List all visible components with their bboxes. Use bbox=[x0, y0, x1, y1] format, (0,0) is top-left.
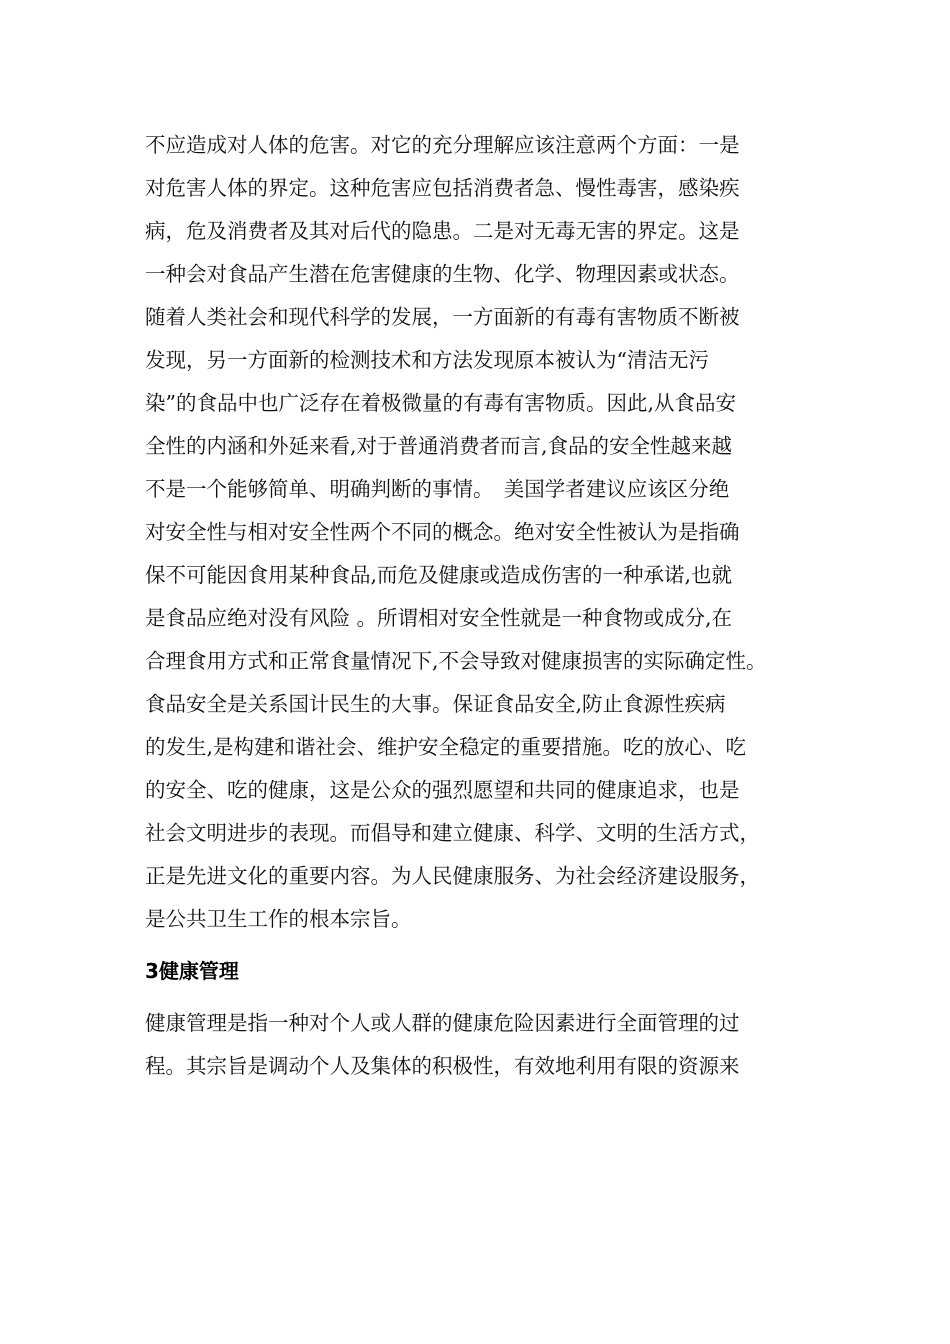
section-heading: 3健康管理 bbox=[145, 959, 239, 983]
text-line: 发现，另一方面新的检测技术和方法发现原本被认为“清洁无污 bbox=[145, 348, 709, 372]
text-line: 健康管理是指一种对个人或人群的健康危险因素进行全面管理的过 bbox=[145, 1011, 740, 1035]
text-line: 正是先进文化的重要内容。为人民健康服务、为社会经济建设服务， bbox=[145, 864, 760, 888]
text-line: 染”的食品中也广泛存在着极微量的有毒有害物质。因此,从食品安 bbox=[145, 391, 736, 415]
text-line: 食品安全是关系国计民生的大事。保证食品安全,防止食源性疾病 bbox=[145, 692, 726, 716]
paragraph-food-safety-importance bbox=[145, 683, 805, 941]
text-line: 病，危及消费者及其对后代的隐患。二是对无毒无害的界定。这是 bbox=[145, 219, 740, 243]
text-line: 全性的内涵和外延来看,对于普通消费者而言,食品的安全性越来越 bbox=[145, 434, 733, 458]
text-line: 不是一个能够简单、明确判断的事情。 美国学者建议应该区分绝 bbox=[145, 477, 730, 501]
text-line: 一种会对食品产生潜在危害健康的生物、化学、物理因素或状态。 bbox=[145, 262, 740, 286]
document-body bbox=[145, 124, 805, 1088]
text-line: 不应造成对人体的危害。对它的充分理解应该注意两个方面：一是 bbox=[145, 133, 740, 157]
text-line: 是公共卫生工作的根本宗旨。 bbox=[145, 907, 412, 931]
text-line: 合理食用方式和正常食量情况下,不会导致对健康损害的实际确定性。 bbox=[145, 649, 767, 673]
text-line: 随着人类社会和现代科学的发展，一方面新的有毒有害物质不断被 bbox=[145, 305, 740, 329]
text-line: 对危害人体的界定。这种危害应包括消费者急、慢性毒害，感染疾 bbox=[145, 176, 740, 200]
text-line: 是食品应绝对没有风险 。所谓相对安全性就是一种食物或成分,在 bbox=[145, 606, 733, 630]
text-line: 程。其宗旨是调动个人及集体的积极性，有效地利用有限的资源来 bbox=[145, 1054, 740, 1078]
text-line: 的安全、吃的健康，这是公众的强烈愿望和共同的健康追求，也是 bbox=[145, 778, 740, 802]
paragraph-health-management bbox=[145, 1002, 805, 1088]
text-line: 社会文明进步的表现。而倡导和建立健康、科学、文明的生活方式， bbox=[145, 821, 760, 845]
paragraph-food-safety-definition bbox=[145, 124, 805, 683]
text-line: 保不可能因食用某种食品,而危及健康或造成伤害的一种承诺,也就 bbox=[145, 563, 733, 587]
text-line: 的发生,是构建和谐社会、维护安全稳定的重要措施。吃的放心、吃 bbox=[145, 735, 747, 759]
text-line: 对安全性与相对安全性两个不同的概念。绝对安全性被认为是指确 bbox=[145, 520, 740, 544]
